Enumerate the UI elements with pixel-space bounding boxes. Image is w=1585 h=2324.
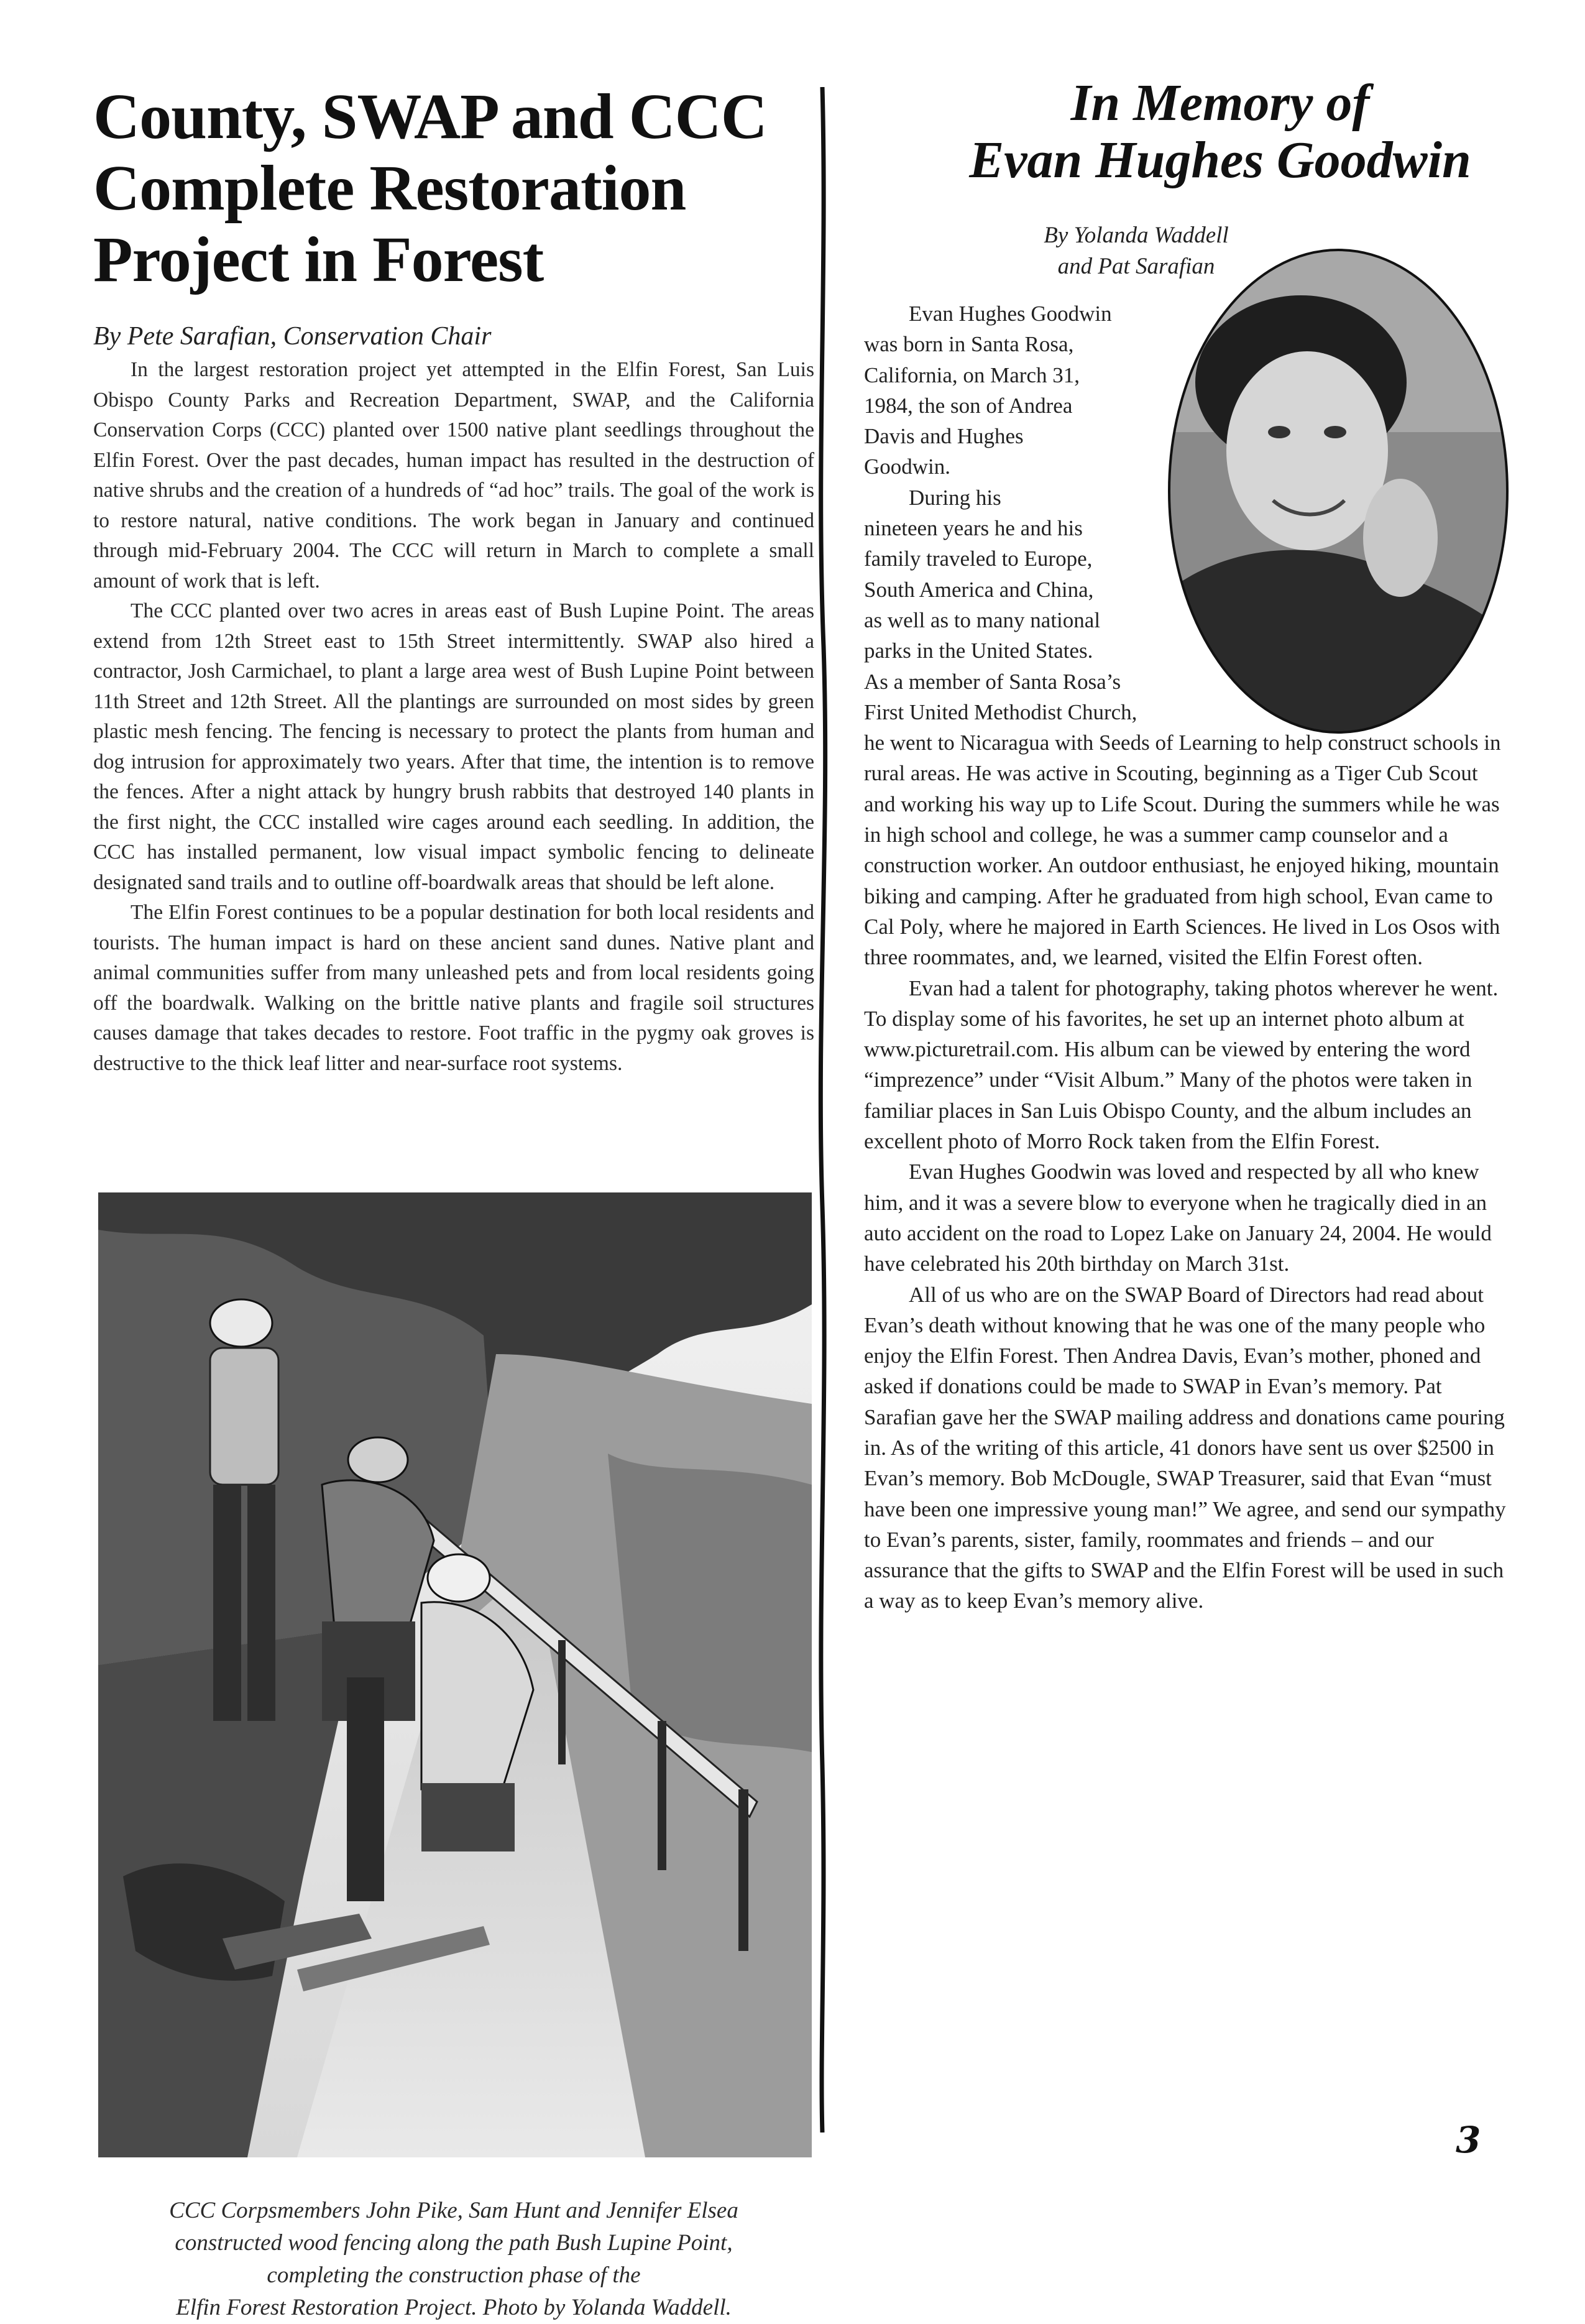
memorial-paragraph-2: Evan had a talent for photography, taking photos wherever he went. To display some of his favorites, he set up an internet photo album at www.picturetrail.com. His album can be viewed by entering the word “imprezence” under “Visit Album.” Many of the photos were taken in familiar places in San Luis Obispo County, and the album includes an excellent photo of Morro Rock taken from the Elfin Forest. — [864, 975, 1499, 1154]
page-number: 3 — [1456, 2119, 1481, 2161]
memorial-byline-line-1: By Yolanda Waddell — [1044, 223, 1229, 248]
memorial-title-line-2: Evan Hughes Goodwin — [969, 131, 1471, 189]
memorial-title — [950, 75, 1491, 189]
article-headline — [93, 81, 814, 295]
wrapped-line-13: As a member of Santa Rosa’s — [864, 669, 1121, 694]
article-paragraph-2: The CCC planted over two acres in areas east of Bush Lupine Point. The areas extend from 12th Street east to 15th Street intermittently. SWAP also hired a contractor, Josh Carmichael, to plant a large area west of Bush Lupine Point between 11th Street and 12th Street. All the plantings are surrounded on most sides by green plastic mesh fencing. The fencing is necessary to protect the plants from human and dog intrusion for approximately two years. After that time, the intention is to remove the fences. After a night attack by hungry brush rabbits that destroyed 140 plants in the first night, the CCC installed wire cages around each seedling. In addition, the CCC has installed permanent, low visual impact symbolic fencing to delineate designated sand trails and to outline off-boardwalk areas that should be left alone. — [93, 599, 814, 894]
memorial-paragraph-4: All of us who are on the SWAP Board of Directors had read about Evan’s death without knowing that he was one of the many people who enjoy the Elfin Forest. Then Andrea Davis, Evan’s mother, phoned and asked if donations could be made to SWAP in Evan’s memory. Pat Sarafian gave her the SWAP mailing address and donations came pouring in. As of the writing of this article, 41 donors have sent us over $2500 in Evan’s memory. Bob McDougle, SWAP Treasurer, said that Evan “must have been one impressive young man!” We agree, and send our sympathy to Evan’s parents, sister, family, roommates and friends – and our assurance that the gifts to SWAP and the Elfin Forest will be used in such a way as to keep Evan’s memory alive. — [864, 1282, 1506, 1613]
wrapped-line-14: First United Methodist Church, — [864, 699, 1137, 724]
headline-line-1: County, SWAP and CCC — [93, 81, 767, 152]
wrapped-line-12: parks in the United States. — [864, 639, 1093, 663]
article-paragraph-3: The Elfin Forest continues to be a popular destination for both local residents and tourists. The human impact is hard on these ancient sand dunes. Native plant and animal communities suffer from many unleashed pets and from local residents going off the boardwalk. Walking on the brittle native plants and fragile soil structures causes damage that takes decades to restore. Foot traffic in the pygmy oak groves is destructive to the thick leaf litter and near-surface root systems. — [93, 901, 814, 1075]
wrapped-line-10: South America and China, — [864, 577, 1094, 602]
wrapped-line-2: was born in Santa Rosa, — [864, 332, 1074, 357]
caption-line-2: constructed wood fencing along the path Bush Lupine Point, — [175, 2230, 733, 2256]
wrapped-line-7: During his — [909, 485, 1001, 510]
memorial-byline-line-2: and Pat Sarafian — [1057, 254, 1215, 279]
photo-caption — [93, 2195, 814, 2324]
memorial-title-line-1: In Memory of — [1070, 74, 1370, 132]
wrapped-line-4: 1984, the son of Andrea — [864, 393, 1073, 418]
wrapped-line-3: California, on March 31, — [864, 362, 1080, 387]
caption-line-3: completing the construction phase of the — [267, 2262, 641, 2288]
memorial-paragraph-1: he went to Nicaragua with Seeds of Learning to help construct schools in rural areas. He was active in Scouting, beginning as a Tiger Cub Scout and working his way up to Life Scout. During the summers while he was in high school and college, he was a summer camp counselor and a construction worker. An outdoor enthusiast, he enjoyed hiking, mountain biking and camping. After he graduated from high school, Evan came to Cal Poly, where he majored in Earth Sciences. He lived in Los Osos with three roommates, and, we learned, visited the Elfin Forest often. — [864, 731, 1501, 970]
restoration-photo — [98, 1192, 812, 2157]
wrapped-line-5: Davis and Hughes — [864, 424, 1024, 449]
wrapped-line-8: nineteen years he and his — [864, 516, 1083, 541]
caption-line-4: Elfin Forest Restoration Project. Photo by Yolanda Waddell. — [176, 2295, 732, 2320]
wrapped-line-9: family traveled to Europe, — [864, 546, 1093, 571]
left-article — [93, 81, 814, 1079]
memorial-paragraph-3: Evan Hughes Goodwin was loved and respected by all who knew him, and it was a severe blow to everyone when he tragically died in an auto accident on the road to Lopez Lake on January 24, 2004. He would have celebrated his 20th birthday on March 31st. — [864, 1160, 1492, 1276]
wrapped-line-11: as well as to many national — [864, 607, 1101, 632]
article-paragraph-1: In the largest restoration project yet attempted in the Elfin Forest, San Luis Obispo County Parks and Recreation Department, SWAP, and the California Conservation Corps (CCC) planted over 1500 native plant seedlings throughout the Elfin Forest. Over the past decades, human impact has resulted in the destruction of native shrubs and the creation of a hundreds of “ad hoc” trails. The goal of the work is to restore natural, native conditions. The work began in January and continued through mid-February 2004. The CCC will return in March to complete a small amount of work that is left. — [93, 358, 814, 593]
wrapped-line-1: Evan Hughes Goodwin — [909, 302, 1112, 326]
memorial-body — [864, 298, 1510, 1616]
article-byline: By Pete Sarafian, Conservation Chair — [93, 322, 492, 351]
headline-line-2: Complete Restoration — [93, 152, 686, 224]
headline-line-3: Project in Forest — [93, 224, 544, 295]
column-divider — [810, 87, 835, 2133]
caption-line-1: CCC Corpsmembers John Pike, Sam Hunt and Jennifer Elsea — [169, 2198, 738, 2223]
wrapped-line-6: Goodwin. — [864, 454, 951, 479]
